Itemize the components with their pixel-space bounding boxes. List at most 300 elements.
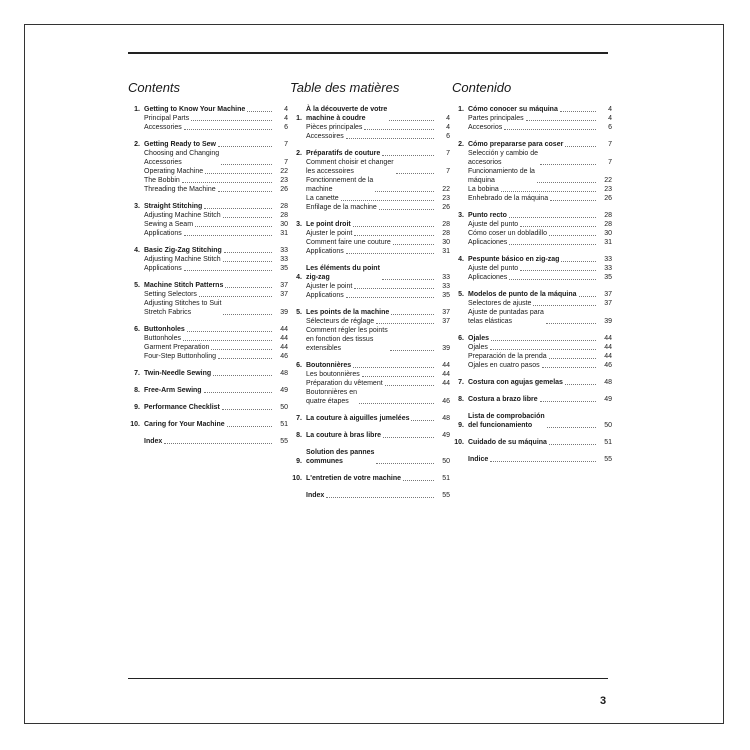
item-page: 22 (280, 168, 288, 175)
dot-leader (362, 376, 434, 377)
dot-leader (354, 235, 434, 236)
toc-item-row (452, 273, 612, 282)
section-title: Punto recto (468, 212, 507, 219)
section-number: 5. (458, 291, 464, 298)
dot-leader (183, 340, 272, 341)
dot-leader (542, 367, 596, 368)
toc-section-title-row (452, 255, 612, 264)
item-text: Applications (306, 292, 344, 299)
item-text: Adjusting Stitches to Suit Stretch Fabrics (144, 300, 222, 316)
item-page: 26 (442, 204, 450, 211)
item-page: 31 (280, 230, 288, 237)
section-number: 4. (296, 274, 302, 281)
item-page: 31 (604, 239, 612, 246)
section-page: 7 (608, 141, 612, 148)
item-text: Cómo coser un dobladillo (468, 230, 547, 237)
item-text: Ajuste del punto (468, 221, 519, 228)
dot-leader (533, 305, 596, 306)
dot-leader (364, 129, 434, 130)
dot-leader (218, 146, 272, 147)
toc-section-title-row (290, 308, 450, 317)
dot-leader (225, 287, 272, 288)
section-title: Straight Stitching (144, 203, 203, 210)
item-page: 37 (280, 291, 288, 298)
toc-item-row (128, 185, 288, 194)
toc-section (452, 211, 612, 247)
toc-section (128, 369, 288, 378)
dot-leader (211, 349, 272, 350)
toc-item-row (452, 123, 612, 132)
toc-section (290, 431, 450, 440)
item-text: Ojales (468, 344, 488, 351)
toc-section-title-row (452, 395, 612, 404)
section-title: La couture à bras libre (306, 432, 382, 439)
dot-leader (383, 437, 434, 438)
section-page: 4 (284, 106, 288, 113)
section-page: 33 (442, 274, 450, 281)
section-page: 28 (442, 221, 450, 228)
top-rule (128, 52, 608, 54)
item-page: 33 (280, 256, 288, 263)
dot-leader (187, 331, 272, 332)
dot-leader (491, 340, 596, 341)
toc-section (128, 386, 288, 395)
section-title: Pespunte básico en zig-zag (468, 256, 560, 263)
dot-leader (375, 191, 434, 192)
toc-section-title-row (128, 105, 288, 114)
item-text: La canette (306, 195, 339, 202)
section-number: 3. (458, 212, 464, 219)
toc-item-row (128, 334, 288, 343)
toc-section-title-row (452, 105, 612, 114)
section-page: 50 (604, 422, 612, 429)
dot-leader (390, 350, 434, 351)
toc-item-row (290, 229, 450, 238)
section-title: Twin-Needle Sewing (144, 370, 212, 377)
section-page: 48 (604, 379, 612, 386)
section-title: Préparatifs de couture (306, 150, 381, 157)
section-title: Costura con agujas gemelas (468, 379, 563, 386)
item-page: 6 (284, 124, 288, 131)
section-number: 1. (134, 106, 140, 113)
section-number: 7. (296, 415, 302, 422)
section-number: 2. (134, 141, 140, 148)
item-page: 46 (280, 353, 288, 360)
section-page: 49 (604, 396, 612, 403)
toc-item-row (452, 352, 612, 361)
item-page: 35 (280, 265, 288, 272)
item-text: Applications (144, 265, 182, 272)
item-page: 26 (280, 186, 288, 193)
section-title: À la découverte de votre machine à coudre (306, 106, 388, 122)
section-title: Index (144, 438, 163, 445)
toc-section (452, 290, 612, 326)
item-page: 35 (442, 292, 450, 299)
dot-leader (346, 138, 434, 139)
toc-item-row (452, 238, 612, 247)
item-page: 28 (280, 212, 288, 219)
dot-leader (379, 209, 434, 210)
section-number: 3. (296, 221, 302, 228)
contents-column-french (290, 80, 450, 508)
dot-leader (326, 497, 434, 498)
section-title: Cómo conocer su máquina (468, 106, 558, 113)
toc-section (290, 361, 450, 406)
toc-item-row (452, 343, 612, 352)
toc-section-title-row (128, 281, 288, 290)
toc-item-row (452, 149, 612, 167)
bottom-rule (128, 678, 608, 679)
item-text: Selectores de ajuste (468, 300, 532, 307)
section-page: 50 (442, 458, 450, 465)
dot-leader (224, 252, 272, 253)
dot-leader (509, 217, 596, 218)
dot-leader (389, 120, 434, 121)
toc-item-row (128, 264, 288, 273)
section-title: Buttonholes (144, 326, 185, 333)
toc-section (290, 264, 450, 300)
section-number: 4. (458, 256, 464, 263)
item-page: 6 (446, 133, 450, 140)
section-number: 1. (296, 115, 302, 122)
section-title: Costura a brazo libre (468, 396, 538, 403)
item-page: 4 (608, 115, 612, 122)
section-page: 51 (442, 475, 450, 482)
toc-item-row (452, 264, 612, 273)
item-text: Ajuster le point (306, 230, 353, 237)
item-page: 23 (604, 186, 612, 193)
toc-section (452, 255, 612, 282)
item-text: Accessoires (306, 133, 344, 140)
dot-leader (382, 279, 434, 280)
item-text: Ojales en cuatro pasos (468, 362, 540, 369)
toc-item-row (128, 211, 288, 220)
section-title: Performance Checklist (144, 404, 220, 411)
item-text: Ajuste de puntadas para telas elásticas (468, 309, 544, 325)
item-page: 33 (604, 265, 612, 272)
item-page: 44 (442, 371, 450, 378)
toc-section-title-row (128, 420, 288, 429)
toc-item-row (128, 176, 288, 185)
section-page: 55 (442, 492, 450, 499)
toc-section-title-row (128, 140, 288, 149)
toc-item-row (128, 343, 288, 352)
dot-leader (205, 173, 272, 174)
toc-section-title-row (452, 290, 612, 299)
item-page: 22 (442, 186, 450, 193)
item-text: Comment choisir et changer les accessoires (306, 159, 394, 175)
section-number: 1. (458, 106, 464, 113)
dot-leader (354, 288, 434, 289)
toc-section (452, 140, 612, 203)
section-number: 2. (296, 150, 302, 157)
toc-item-row (290, 282, 450, 291)
dot-leader (549, 235, 596, 236)
toc-section-title-row (290, 448, 450, 466)
dot-leader (537, 182, 596, 183)
section-title: Lista de comprobación del funcionamiento (468, 413, 545, 429)
toc-item-row (290, 291, 450, 300)
item-page: 30 (442, 239, 450, 246)
dot-leader (376, 323, 434, 324)
toc-section-title-row (290, 431, 450, 440)
toc-section (452, 378, 612, 387)
toc-item-row (290, 158, 450, 176)
toc-section (128, 202, 288, 238)
section-number: 9. (134, 404, 140, 411)
toc-item-row (128, 229, 288, 238)
item-text: Boutonnières en quatre étapes (306, 389, 357, 405)
dot-leader (182, 182, 272, 183)
item-text: Accesorios (468, 124, 503, 131)
item-page: 46 (604, 362, 612, 369)
toc-item-row (128, 220, 288, 229)
item-text: Accessories (144, 124, 182, 131)
toc-item-row (128, 255, 288, 264)
dot-leader (199, 296, 272, 297)
column-heading: Contents (128, 80, 181, 95)
item-text: Operating Machine (144, 168, 204, 175)
section-number: 7. (134, 370, 140, 377)
section-number: 3. (134, 203, 140, 210)
toc-section-title-row (290, 105, 450, 123)
section-title: Les points de la machine (306, 309, 390, 316)
toc-item-row (128, 114, 288, 123)
section-page: 48 (280, 370, 288, 377)
section-page: 48 (442, 415, 450, 422)
toc-section-title-row (290, 474, 450, 483)
dot-leader (396, 173, 434, 174)
dot-leader (550, 200, 596, 201)
toc-section-title-row (290, 361, 450, 370)
dot-leader (547, 427, 596, 428)
toc-section (452, 438, 612, 447)
item-text: Préparation du vêtement (306, 380, 383, 387)
section-page: 49 (280, 387, 288, 394)
dot-leader (411, 420, 434, 421)
toc-item-row (290, 203, 450, 212)
item-text: Four-Step Buttonholing (144, 353, 216, 360)
toc-section-title-row (290, 491, 450, 500)
section-number: 8. (458, 396, 464, 403)
toc-section-title-row (452, 334, 612, 343)
dot-leader (526, 120, 596, 121)
dot-leader (218, 358, 272, 359)
toc-item-row (290, 247, 450, 256)
dot-leader (509, 279, 596, 280)
section-title: Indice (468, 456, 489, 463)
toc-item-row (452, 114, 612, 123)
section-page: 4 (446, 115, 450, 122)
toc-section-title-row (290, 264, 450, 282)
dot-leader (164, 443, 272, 444)
toc-section (452, 105, 612, 132)
page-number: 3 (600, 695, 607, 707)
section-page: 49 (442, 432, 450, 439)
toc-section-title-row (290, 149, 450, 158)
section-page: 44 (604, 335, 612, 342)
section-page: 51 (604, 439, 612, 446)
item-page: 44 (604, 344, 612, 351)
item-text: Adjusting Machine Stitch (144, 256, 221, 263)
section-title: Getting Ready to Sew (144, 141, 216, 148)
section-page: 44 (442, 362, 450, 369)
toc-section (290, 308, 450, 353)
toc-section-title-row (128, 403, 288, 412)
toc-item-row (128, 352, 288, 361)
section-title: Les éléments du point zig-zag (306, 265, 380, 281)
section-page: 37 (280, 282, 288, 289)
section-page: 4 (608, 106, 612, 113)
toc-item-row (452, 308, 612, 326)
item-page: 28 (604, 221, 612, 228)
dot-leader (341, 200, 434, 201)
item-text: Enhebrado de la máquina (468, 195, 549, 202)
item-page: 39 (604, 318, 612, 325)
section-page: 44 (280, 326, 288, 333)
item-text: Choosing and Changing Accessories (144, 150, 220, 166)
toc-item-row (452, 299, 612, 308)
section-number: 8. (134, 387, 140, 394)
dot-leader (346, 297, 434, 298)
dot-leader (549, 444, 596, 445)
column-heading: Table des matières (290, 80, 400, 95)
toc-item-row (128, 290, 288, 299)
toc-section (128, 281, 288, 317)
item-page: 6 (608, 124, 612, 131)
toc-item-row (290, 326, 450, 353)
dot-leader (540, 164, 596, 165)
contents-column-english (128, 80, 288, 454)
dot-leader (204, 392, 272, 393)
section-title: Getting to Know Your Machine (144, 106, 246, 113)
item-page: 30 (604, 230, 612, 237)
dot-leader (490, 461, 596, 462)
section-title: Basic Zig-Zag Stitching (144, 247, 222, 254)
toc-section (290, 105, 450, 141)
section-title: Cuidado de su máquina (468, 439, 547, 446)
item-page: 44 (280, 335, 288, 342)
toc-section-title-row (128, 369, 288, 378)
dot-leader (218, 191, 272, 192)
toc-item-row (290, 317, 450, 326)
dot-leader (560, 111, 596, 112)
section-page: 7 (284, 141, 288, 148)
toc-section (452, 334, 612, 370)
dot-leader (213, 375, 272, 376)
item-text: Threading the Machine (144, 186, 216, 193)
toc-section (128, 325, 288, 361)
toc-item-row (290, 176, 450, 194)
dot-leader (184, 235, 272, 236)
item-text: Comment faire une couture (306, 239, 391, 246)
section-number: 10. (454, 439, 464, 446)
item-page: 33 (442, 283, 450, 290)
toc-item-row (452, 185, 612, 194)
item-text: Applications (306, 248, 344, 255)
dot-leader (520, 270, 596, 271)
dot-leader (221, 164, 272, 165)
section-page: 55 (604, 456, 612, 463)
section-title: Caring for Your Machine (144, 421, 225, 428)
item-text: Selección y cambio de accesorios (468, 150, 539, 166)
item-text: Sewing a Seam (144, 221, 194, 228)
toc-section-title-row (452, 438, 612, 447)
toc-section (128, 246, 288, 273)
dot-leader (227, 426, 272, 427)
section-number: 2. (458, 141, 464, 148)
section-number: 4. (134, 247, 140, 254)
item-text: Comment régler les points en fonction des tissus extensibles (306, 327, 388, 352)
section-number: 6. (296, 362, 302, 369)
section-number: 7. (458, 379, 464, 386)
section-number: 9. (296, 458, 302, 465)
dot-leader (204, 208, 272, 209)
dot-leader (195, 226, 272, 227)
dot-leader (223, 217, 272, 218)
toc-section-title-row (290, 220, 450, 229)
dot-leader (382, 155, 434, 156)
section-page: 7 (446, 150, 450, 157)
item-page: 44 (604, 353, 612, 360)
dot-leader (561, 261, 596, 262)
item-page: 7 (608, 159, 612, 166)
toc-section-title-row (452, 412, 612, 430)
dot-leader (391, 314, 434, 315)
dot-leader (376, 463, 434, 464)
dot-leader (359, 403, 434, 404)
dot-leader (385, 385, 434, 386)
section-page: 55 (280, 438, 288, 445)
item-page: 22 (604, 177, 612, 184)
toc-section-title-row (452, 211, 612, 220)
toc-section (290, 220, 450, 256)
dot-leader (546, 323, 596, 324)
section-title: Free-Arm Sewing (144, 387, 202, 394)
item-text: Preparación de la prenda (468, 353, 547, 360)
item-page: 30 (280, 221, 288, 228)
toc-section-title-row (128, 325, 288, 334)
dot-leader (549, 358, 596, 359)
item-text: Setting Selectors (144, 291, 197, 298)
section-page: 37 (604, 291, 612, 298)
section-title: Boutonnières (306, 362, 352, 369)
toc-item-row (290, 238, 450, 247)
toc-section-title-row (128, 202, 288, 211)
item-text: Les boutonnières (306, 371, 360, 378)
dot-leader (393, 244, 434, 245)
item-page: 39 (442, 345, 450, 352)
section-number: 5. (134, 282, 140, 289)
item-text: Principal Parts (144, 115, 190, 122)
dot-leader (490, 349, 596, 350)
section-number: 6. (458, 335, 464, 342)
dot-leader (191, 120, 272, 121)
dot-leader (579, 296, 596, 297)
section-number: 10. (292, 475, 302, 482)
toc-item-row (290, 123, 450, 132)
dot-leader (403, 480, 434, 481)
item-page: 37 (604, 300, 612, 307)
item-page: 4 (446, 124, 450, 131)
item-text: Applications (144, 230, 182, 237)
dot-leader (353, 226, 434, 227)
section-page: 33 (280, 247, 288, 254)
item-text: Garment Preparation (144, 344, 210, 351)
toc-item-row (290, 194, 450, 203)
section-number: 8. (296, 432, 302, 439)
item-page: 28 (442, 230, 450, 237)
